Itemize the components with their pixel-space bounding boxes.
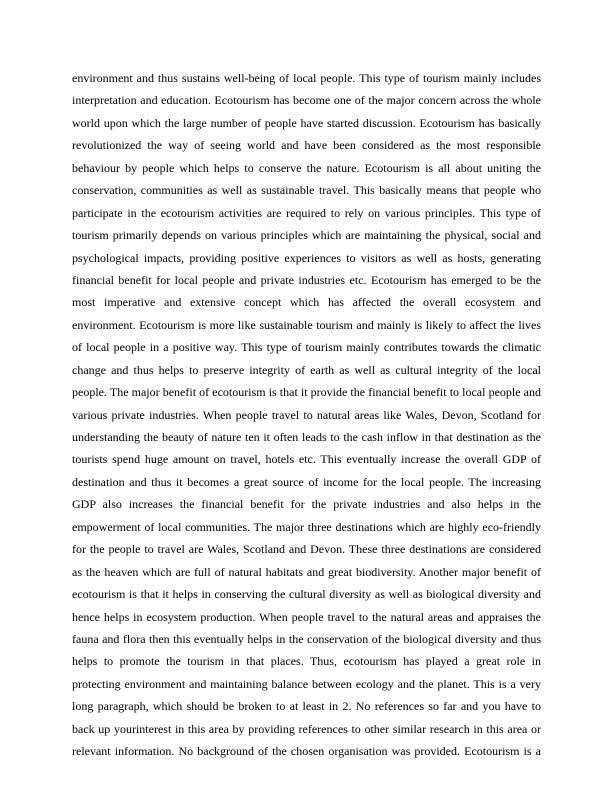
text-line: environment. Ecotourism is more like sustainable tourism and mainly is likely to affect the lives [72, 317, 541, 332]
text-line: empowerment of local communities. The major three destinations which are highly eco-friendly [72, 519, 541, 534]
text-line: most imperative and extensive concept which has affected the overall ecosystem and [72, 295, 541, 310]
text-line: destination and thus it becomes a great source of income for the local people. The increasing [72, 474, 541, 489]
text-line: long paragraph, which should be broken to at least in 2. No references so far and you have to [72, 699, 541, 714]
text-line: tourists spend huge amount on travel, hotels etc. This eventually increase the overall GDP of [72, 452, 541, 467]
text-line: for the people to travel are Wales, Scotland and Devon. These three destinations are considered [72, 542, 541, 557]
body-paragraph [72, 67, 541, 763]
text-line: helps to promote the tourism in that places. Thus, ecotourism has played a great role in [72, 654, 541, 669]
text-line: interpretation and education. Ecotourism has become one of the major concern across the whole [72, 93, 541, 108]
text-line: people. The major benefit of ecotourism is that it provide the financial benefit to local people and [72, 385, 541, 400]
text-line: change and thus helps to preserve integrity of earth as well as cultural integrity of the local [72, 362, 541, 377]
text-line: financial benefit for local people and private industries etc. Ecotourism has emerged to be the [72, 272, 541, 287]
text-line: world upon which the large number of people have started discussion. Ecotourism has basically [72, 115, 541, 130]
text-line: psychological impacts, providing positive experiences to visitors as well as hosts, generating [72, 250, 541, 265]
text-line: various private industries. When people travel to natural areas like Wales, Devon, Scotland for [72, 407, 541, 422]
text-line: back up yourinterest in this area by providing references to other similar research in this area or [72, 721, 541, 736]
text-line: behaviour by people which helps to conserve the nature. Ecotourism is all about uniting the [72, 160, 541, 175]
text-line: as the heaven which are full of natural habitats and great biodiversity. Another major benefit of [72, 564, 541, 579]
text-line: revolutionized the way of seeing world and have been considered as the most responsible [72, 138, 541, 153]
text-line: conservation, communities as well as sustainable travel. This basically means that people who [72, 183, 541, 198]
text-line: tourism primarily depends on various principles which are maintaining the physical, social and [72, 228, 541, 243]
text-line: understanding the beauty of nature ten it often leads to the cash inflow in that destination as the [72, 430, 541, 444]
text-line: GDP also increases the financial benefit for the private industries and also helps in the [72, 497, 541, 512]
text-line: of local people in a positive way. This type of tourism mainly contributes towards the climatic [72, 340, 541, 355]
text-line: environment and thus sustains well-being of local people. This type of tourism mainly includes [72, 71, 541, 85]
text-line: participate in the ecotourism activities are required to rely on various principles. This type of [72, 205, 541, 220]
text-line: fauna and flora then this eventually helps in the conservation of the biological diversity and thus [72, 631, 541, 646]
text-line: hence helps in ecosystem production. When people travel to the natural areas and appraises the [72, 609, 541, 624]
text-line: relevant information. No background of the chosen organisation was provided. Ecotourism is a [72, 744, 541, 759]
text-line: protecting environment and maintaining balance between ecology and the planet. This is a very [72, 676, 541, 691]
text-line: ecotourism is that it helps in conserving the cultural diversity as well as biological diversity and [72, 587, 541, 602]
